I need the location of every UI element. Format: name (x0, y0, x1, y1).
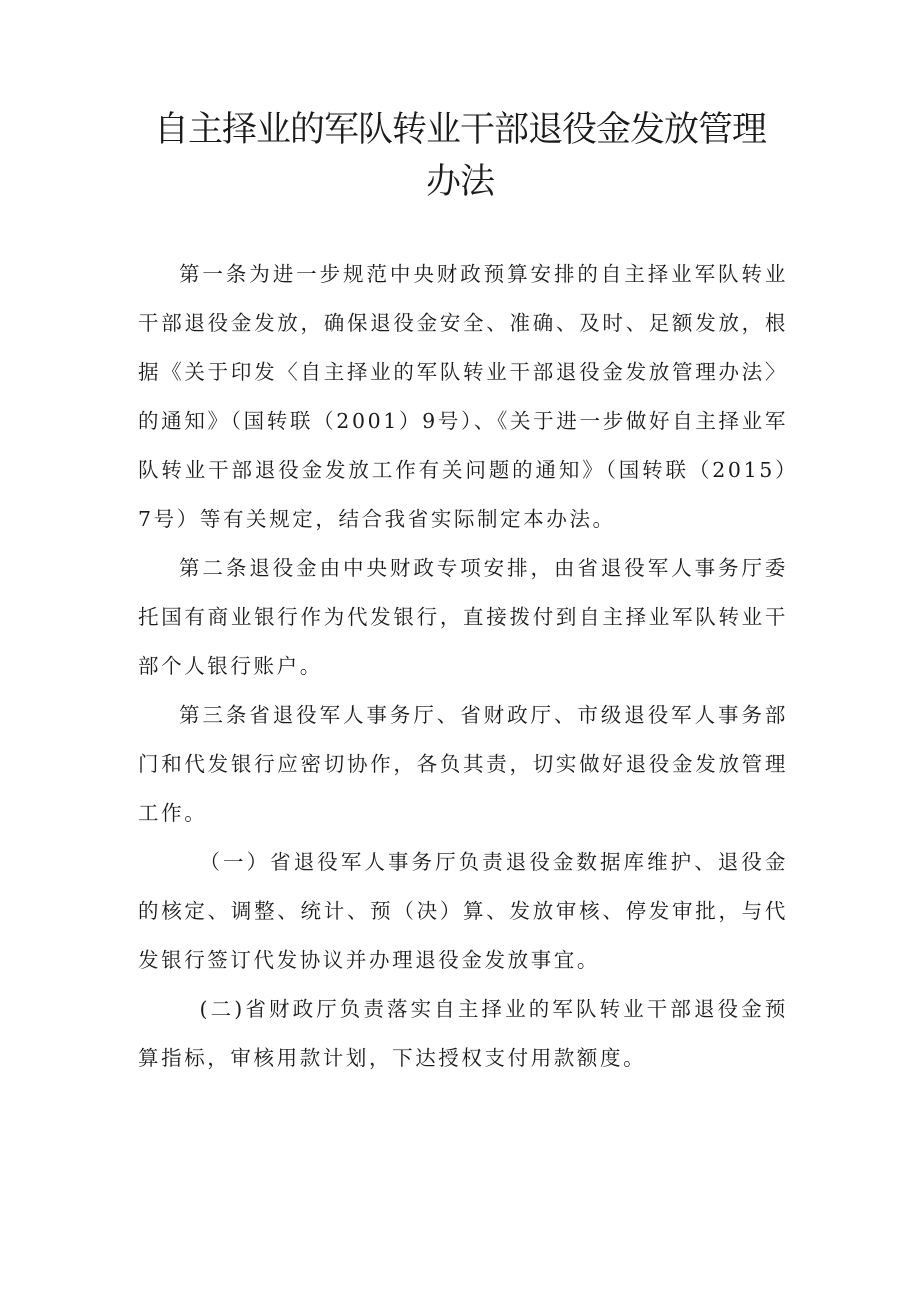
article-3-paragraph: 第三条省退役军人事务厅、省财政厅、市级退役军人事务部门和代发银行应密切协作，各负其责，切实做好退役金发放管理工作。 (138, 703, 788, 825)
document-body (138, 250, 788, 1083)
document-title (150, 104, 770, 208)
title-line-2: 办法 (425, 162, 494, 202)
article-2-paragraph: 第二条退役金由中央财政专项安排，由省退役军人事务厅委托国有商业银行作为代发银行，直接拨付到自主择业军队转业干部个人银行账户。 (138, 556, 788, 678)
article-1-paragraph: 第一条为进一步规范中央财政预算安排的自主择业军队转业干部退役金发放，确保退役金安全、准确、及时、足额发放，根据《关于印发〈自主择业的军队转业干部退役金发放管理办法〉的通知》（国转联（2001）9号）、《关于进一步做好自主择业军队转业干部退役金发放工作有关问题的通知》（国转联（2015）7号）等有关规定，结合我省实际制定本办法。 (138, 262, 788, 531)
article-3-item-2-paragraph: (二)省财政厅负责落实自主择业的军队转业干部退役金预算指标，审核用款计划，下达授权支付用款额度。 (138, 997, 788, 1070)
article-3-item-1-paragraph: （一）省退役军人事务厅负责退役金数据库维护、退役金的核定、调整、统计、预（决）算、发放审核、停发审批，与代发银行签订代发协议并办理退役金发放事宜。 (138, 850, 788, 972)
title-line-1: 自主择业的军队转业干部退役金发放管理 (153, 110, 766, 150)
